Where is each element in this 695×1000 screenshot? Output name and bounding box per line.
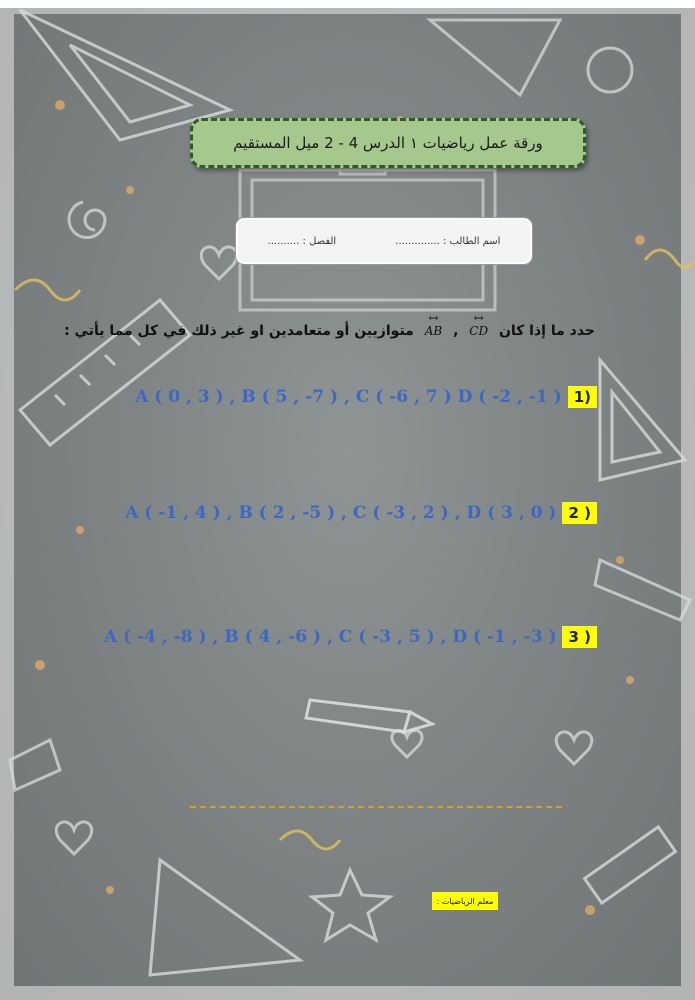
problem-3 — [104, 626, 597, 648]
instruction-text — [64, 311, 595, 339]
footer-divider — [190, 806, 562, 808]
student-name-dots: .............. — [395, 235, 440, 247]
problem-points: A ( -4 , -8 ) , B ( 4 , -6 ) , C ( -3 , 5 ) , D ( -1 , -3 ) — [104, 627, 557, 647]
teacher-label: معلم الرياضيات : — [432, 892, 498, 910]
student-info-box — [236, 218, 532, 264]
line-cd-symbol: ↔ CD — [469, 311, 489, 338]
problem-2 — [125, 502, 597, 524]
double-arrow-icon: ↔ — [428, 311, 439, 325]
instruction-suffix: متوازيين أو متعامدين او غير ذلك في كل مما يأتي : — [64, 323, 414, 339]
problem-points: A ( -1 , 4 ) , B ( 2 , -5 ) , C ( -3 , 2 ) , D ( 3 , 0 ) — [125, 503, 557, 523]
line-ab-symbol: ↔ AB — [424, 311, 443, 338]
problem-1 — [135, 386, 597, 408]
problem-points: A ( 0 , 3 ) , B ( 5 , -7 ) , C ( -6 , 7 ) D ( -2 , -1 ) — [135, 387, 562, 407]
student-name-field — [395, 236, 500, 247]
problem-number: 1) — [568, 386, 597, 408]
problem-number: 3 ) — [562, 626, 597, 648]
student-name-label: اسم الطالب : — [442, 235, 501, 247]
problem-number: 2 ) — [562, 502, 597, 524]
double-arrow-icon: ↔ — [473, 311, 484, 325]
class-field — [268, 236, 337, 247]
class-label: الفصل : — [302, 235, 337, 247]
instruction-separator: , — [453, 323, 459, 339]
instruction-prefix: حدد ما إذا كان — [498, 323, 595, 339]
worksheet-title: ورقة عمل رياضيات ١ الدرس 4 - 2 ميل المستقيم — [190, 118, 586, 168]
class-dots: .......... — [267, 235, 300, 247]
